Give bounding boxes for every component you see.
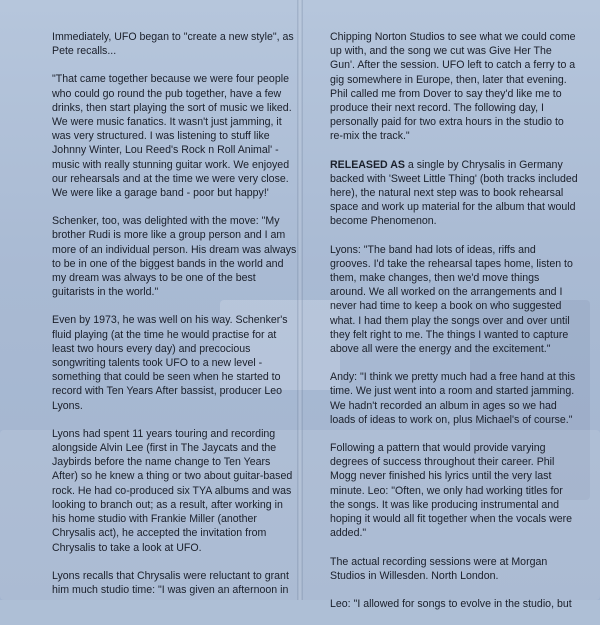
paragraph: Immediately, UFO began to "create a new style", as Pete recalls... <box>52 31 294 58</box>
right-column <box>330 30 578 625</box>
paragraph: Following a pattern that would provide varying degrees of success throughout their career. Phil Mogg never finished his lyrics until the very last minute. Leo: "Often, we only had working titles for the songs. It was like producing instrumental and hoping it would all fit together when the vocals were added." <box>330 442 573 540</box>
page-fold <box>297 0 303 600</box>
paragraph: Lyons had spent 11 years touring and recording alongside Alvin Lee (first in The Jaycats and the Jaybirds before the name change to Ten Years After) so he knew a thing or two about guitar-based rock. He had co-produced six TYA albums and was looking to branch out; as a result, after working in his home studio with Frankie Miller (another Chrysalis act), he accepted the invitation from Chrysalis to take a look at UFO. <box>52 427 293 554</box>
paragraph: Lyons recalls that Chrysalis were reluctant to grant him much studio time: "I was given an afternoon in <box>52 569 289 596</box>
paragraph <box>330 158 578 229</box>
paragraph: "That came together because we were four people who could go round the pub together, have a few drinks, then start playing the sort of music we liked. We were music fanatics. It wasn't just jamming, it was very structured. I was listening to stuff like Johnny Winter, Lou Reed's Rock n Roll Animal' - music with really stunning guitar work. We enjoyed our rehearsals and at the time we were very close. We were like a garage band - poor but happy!' <box>52 73 292 200</box>
paragraph: Andy: "I think we pretty much had a free hand at this time. We just went into a room and started jamming. We hadn't recorded an album in ages so we had loads of ideas to work on, plus Michael's of course." <box>330 371 576 426</box>
paragraph: The actual recording sessions were at Morgan Studios in Willesden. North London. <box>330 555 548 582</box>
paragraph: Leo: "I allowed for songs to evolve in the studio, but <box>330 597 572 610</box>
paragraph: Lyons: "The band had lots of ideas, riffs and grooves. I'd take the rehearsal tapes home, listen to them, make changes, then we'd move things around. We all worked on the arrangements and I never had time to keep a book on who suggested what. I had them play the songs over and over until they felt right to me. The things I wanted to capture above all were the energy and the excitement." <box>330 243 573 356</box>
paragraph: Chipping Norton Studios to see what we could come up with, and the song we cut was Give Her The Gun'. After the session. UFO left to catch a ferry to a gig somewhere in Europe, then, later that evening. Phil called me from Dover to say they'd like me to produce their next record. The following day, I personally paid for two extra hours in the studio to re-mix the track." <box>330 31 576 143</box>
paragraph: Schenker, too, was delighted with the move: "My brother Rudi is more like a group person and I am more of an individual person. His dream was always to be in one of the biggest bands in the world and my dream was always to be one of the best guitarists in the world." <box>52 215 297 299</box>
paragraph-text: a single by Chrysalis in Germany backed with 'Sweet Little Thing' (both tracks included here), the natural next step was to book rehearsal space and work up material for the album that would become Phenomenon. <box>330 158 578 228</box>
section-lead: RELEASED AS <box>330 158 405 171</box>
left-column <box>52 30 297 611</box>
paragraph: Even by 1973, he was well on his way. Schenker's fluid playing (at the time he would practise for at least two hours every day) and precocious songwriting talents took UFO to a new level - something that could be seen when he started to record with Ten Years After bassist, producer Leo Lyons. <box>52 314 288 412</box>
